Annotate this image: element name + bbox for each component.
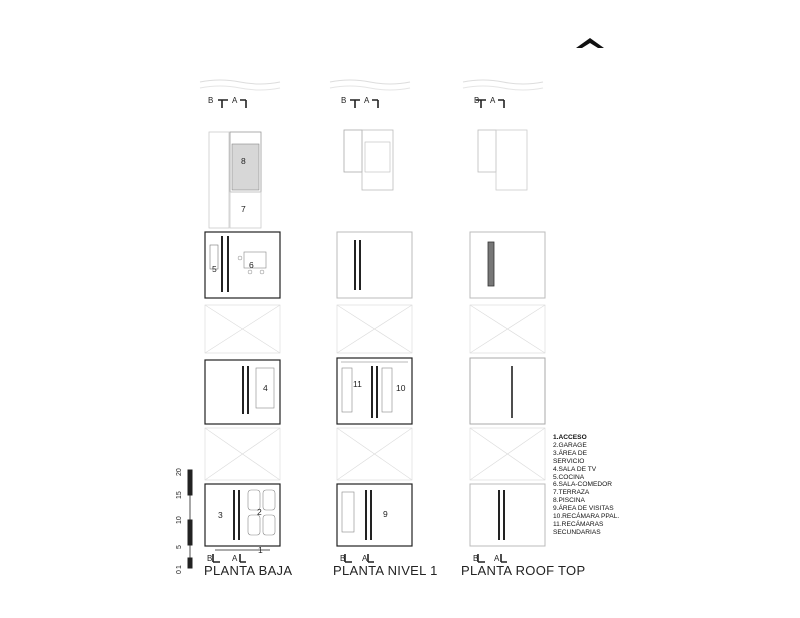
plan-title-planta-nivel-1: PLANTA NIVEL 1 — [333, 563, 438, 578]
plan-title-planta-roof-top: PLANTA ROOF TOP — [461, 563, 586, 578]
scale-tick-label: 0 — [176, 570, 183, 574]
section-a-label: A — [232, 96, 238, 105]
room-number: 3 — [218, 510, 223, 520]
plan-title-planta-baja: PLANTA BAJA — [204, 563, 293, 578]
legend-item: 4.SALA DE TV — [553, 465, 597, 473]
room-number: 1 — [258, 545, 263, 555]
legend-item: 10.RECÁMARA PPAL. — [553, 513, 620, 521]
legend-item: 1.ACCESO — [553, 434, 587, 441]
legend-item: 7.TERRAZA — [553, 489, 590, 497]
plan-planta-roof-top — [463, 80, 545, 562]
plan-planta-nivel-1 — [330, 80, 412, 562]
room-number: 4 — [263, 383, 268, 393]
room-number: 11 — [353, 379, 362, 389]
legend-item: 2.GARAGE — [553, 441, 587, 449]
scale-tick-label: 20 — [176, 468, 183, 476]
room-number: 8 — [241, 156, 246, 166]
room-number: 6 — [249, 260, 254, 270]
scale-tick-label: 10 — [176, 516, 183, 524]
room-number: 7 — [241, 204, 246, 214]
room-number: 5 — [212, 264, 217, 274]
legend-item: 8.PISCINA — [553, 497, 585, 505]
section-a-label: A — [364, 96, 370, 105]
section-b-label: B — [340, 554, 346, 563]
scale-tick-label: 15 — [176, 491, 183, 499]
section-a-label: A — [490, 96, 496, 105]
section-a-label: A — [494, 554, 500, 563]
legend-item: SECUNDARIAS — [553, 528, 601, 536]
legend-item: 5.COCINA — [553, 473, 585, 481]
room-legend — [553, 434, 619, 537]
section-a-label: A — [232, 554, 238, 563]
legend-item: 6.SALA-COMEDOR — [553, 481, 612, 489]
room-number: 10 — [396, 383, 406, 393]
section-b-label: B — [341, 96, 347, 105]
room-number: 2 — [257, 507, 262, 517]
section-a-label: A — [362, 554, 368, 563]
section-b-label: B — [473, 554, 479, 563]
scale-bar — [188, 470, 192, 568]
legend-item: 11.RECÁMARAS — [553, 520, 604, 528]
legend-item: 9.ÁREA DE VISITAS — [553, 505, 614, 513]
section-b-label: B — [474, 96, 480, 105]
scale-tick-label: 5 — [176, 545, 183, 549]
room-number: 9 — [383, 509, 388, 519]
section-b-label: B — [207, 554, 213, 563]
legend-item: 3.ÁREA DE — [553, 449, 588, 457]
scale-tick-label: 1 — [176, 565, 183, 569]
section-b-label: B — [208, 96, 214, 105]
plan-planta-baja — [200, 80, 280, 562]
legend-item: SERVICIO — [553, 457, 585, 465]
north-arrow-icon — [576, 38, 604, 48]
